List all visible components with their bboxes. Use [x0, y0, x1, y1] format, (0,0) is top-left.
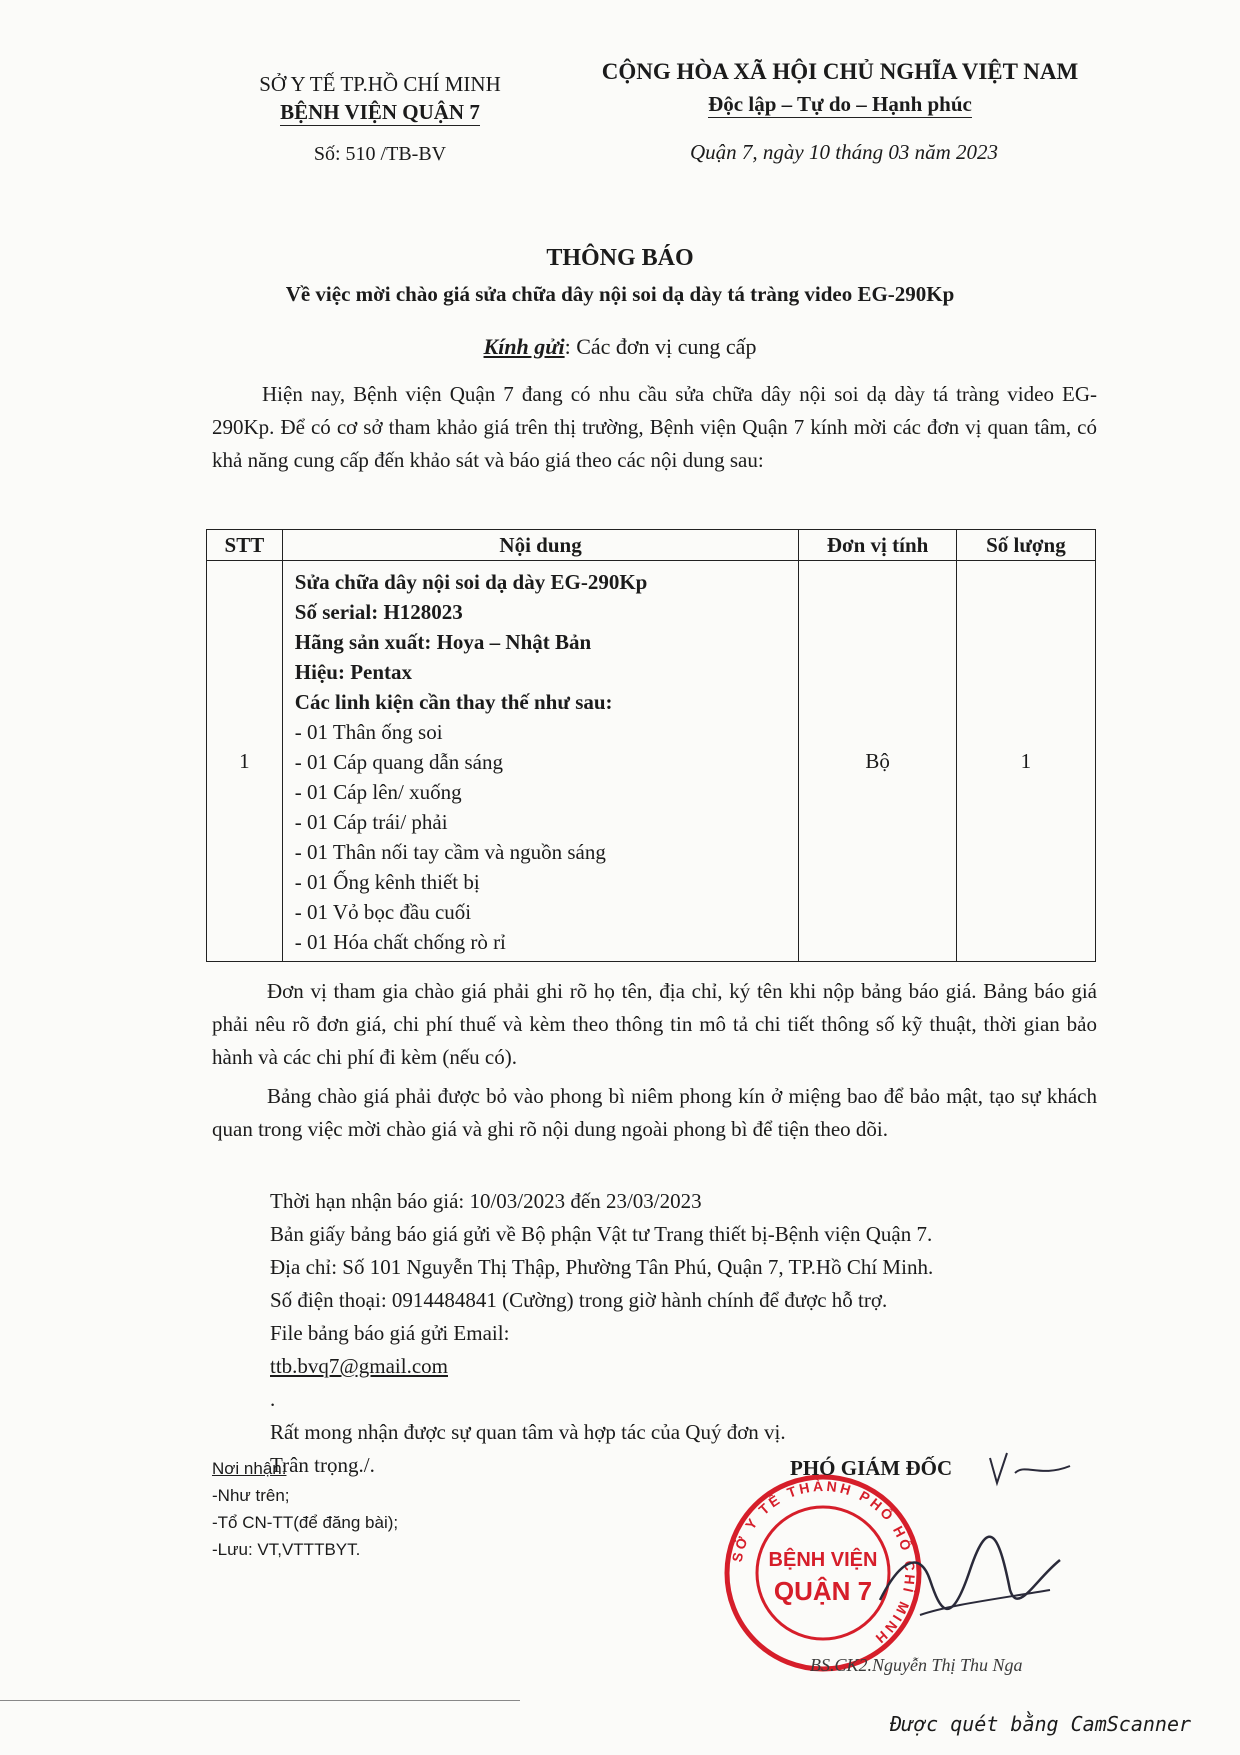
- greeting-text: : Các đơn vị cung cấp: [564, 334, 757, 359]
- document-number: Số: 510 /TB-BV: [313, 143, 447, 165]
- greeting: [0, 334, 1240, 360]
- scanner-watermark: Được quét bằng CamScanner: [890, 1712, 1192, 1736]
- address-line: Địa chỉ: Số 101 Nguyễn Thị Thập, Phường Tân Phú, Quận 7, TP.Hồ Chí Minh.: [270, 1255, 934, 1279]
- divider: [0, 1700, 520, 1701]
- closing-line: Rất mong nhận được sự quan tâm và hợp tác của Quý đơn vị.: [270, 1420, 786, 1444]
- table-header-row: [207, 530, 1096, 561]
- document-title: THÔNG BÁO: [546, 245, 694, 271]
- list-item: - 01 Cáp trái/ phải: [294, 810, 448, 834]
- submission-details: [270, 1185, 1100, 1482]
- recipient-item: -Như trên;: [212, 1486, 290, 1505]
- greeting-label: Kính gửi: [483, 334, 565, 359]
- issuing-organization: [215, 70, 545, 168]
- list-item: - 01 Vỏ bọc đầu cuối: [294, 900, 472, 924]
- header-quantity: Số lượng: [956, 530, 1095, 561]
- phone-line: Số điện thoại: 0914484841 (Cường) trong giờ hành chính để được hỗ trợ.: [270, 1288, 888, 1312]
- header-stt: STT: [207, 530, 283, 561]
- intro-paragraph: Hiện nay, Bệnh viện Quận 7 đang có nhu cầu sửa chữa dây nội soi dạ dày tá tràng video EG-290Kp. Để có cơ sở tham khảo giá trên thị trường, Bệnh viện Quận 7 kính mời các đơn vị quan tâm, có khả năng cung cấp đến khảo sát và báo giá theo các nội dung sau:: [212, 382, 1097, 472]
- row-content: [282, 561, 799, 962]
- envelope-paragraph: Bảng chào giá phải được bỏ vào phong bì niêm phong kín ở miệng bao để bảo mật, tạo sự khách quan trong việc mời chào giá và ghi rõ nội dung ngoài phong bì để tiện theo dõi.: [212, 1084, 1097, 1141]
- requirements-paragraph: Đơn vị tham gia chào giá phải ghi rõ họ tên, địa chỉ, ký tên khi nộp bảng báo giá. Bảng báo giá phải nêu rõ đơn giá, chi phí thuế và kèm theo thông tin mô tả chi tiết thông số kỹ thuật, thời gian bảo hành và các chi phí đi kèm (nếu có).: [212, 979, 1097, 1069]
- row-unit: Bộ: [799, 561, 956, 962]
- signer-name: BS.CK2.Nguyễn Thị Thu Nga: [810, 1655, 1023, 1675]
- list-item: - 01 Cáp quang dẫn sáng: [294, 750, 504, 774]
- national-motto: Độc lập – Tự do – Hạnh phúc: [708, 92, 972, 116]
- content-parts-heading: Các linh kiện cần thay thế như sau:: [294, 690, 613, 714]
- content-serial: Số serial: H128023: [294, 600, 463, 624]
- handwritten-signature-icon: [860, 1520, 1080, 1650]
- list-item: - 01 Ống kênh thiết bị: [294, 870, 480, 894]
- content-manufacturer: Hãng sản xuất: Hoya – Nhật Bản: [294, 630, 592, 654]
- header-content: Nội dung: [282, 530, 799, 561]
- list-item: - 01 Hóa chất chống rò rỉ: [294, 930, 506, 954]
- svg-text:QUẬN 7: QUẬN 7: [773, 1576, 873, 1606]
- national-header: [560, 55, 1120, 119]
- svg-text:BỆNH VIỆN: BỆNH VIỆN: [768, 1549, 878, 1571]
- recipient-item: -Lưu: VT,VTTTBYT.: [212, 1540, 361, 1559]
- header-unit: Đơn vị tính: [799, 530, 956, 561]
- recipients-block: [212, 1455, 512, 1563]
- department-name: SỞ Y TẾ TP.HỒ CHÍ MINH: [259, 72, 501, 96]
- hospital-name: BỆNH VIỆN QUẬN 7: [280, 100, 480, 124]
- issue-date: Quận 7, ngày 10 tháng 03 năm 2023: [690, 140, 998, 164]
- email-link[interactable]: ttb.bvq7@gmail.com: [270, 1354, 448, 1378]
- items-table: [206, 529, 1096, 962]
- send-to-line: Bản giấy bảng báo giá gửi về Bộ phận Vật tư Trang thiết bị-Bệnh viện Quận 7.: [270, 1222, 933, 1246]
- document-subtitle: Về việc mời chào giá sửa chữa dây nội soi dạ dày tá tràng video EG-290Kp: [285, 282, 955, 306]
- content-title: Sửa chữa dây nội soi dạ dày EG-290Kp: [294, 570, 648, 594]
- email-line: File bảng báo giá gửi Email: ttb.bvq7@gmail.com .: [270, 1317, 1100, 1416]
- recipients-title: Nơi nhận:: [212, 1459, 287, 1478]
- initial-mark-icon: [985, 1448, 1075, 1488]
- list-item: - 01 Thân nối tay cầm và nguồn sáng: [294, 840, 606, 864]
- row-stt: 1: [207, 561, 283, 962]
- recipient-item: -Tổ CN-TT(để đăng bài);: [212, 1513, 399, 1532]
- table-row: [207, 561, 1096, 962]
- svg-text:SỞ Y TẾ THÀNH PHỐ HỒ CHÍ MINH: SỞ Y TẾ THÀNH PHỐ HỒ CHÍ MINH: [728, 1477, 919, 1649]
- nation-name: CỘNG HÒA XÃ HỘI CHỦ NGHĨA VIỆT NAM: [601, 59, 1079, 84]
- signer-position: PHÓ GIÁM ĐỐC: [790, 1456, 953, 1480]
- row-quantity: 1: [956, 561, 1095, 962]
- regards-line: Trân trọng./.: [270, 1453, 375, 1477]
- deadline-line: Thời hạn nhận báo giá: 10/03/2023 đến 23/03/2023: [270, 1189, 702, 1213]
- list-item: - 01 Cáp lên/ xuống: [294, 780, 462, 804]
- list-item: - 01 Thân ống soi: [294, 720, 443, 744]
- content-brand: Hiệu: Pentax: [294, 660, 413, 684]
